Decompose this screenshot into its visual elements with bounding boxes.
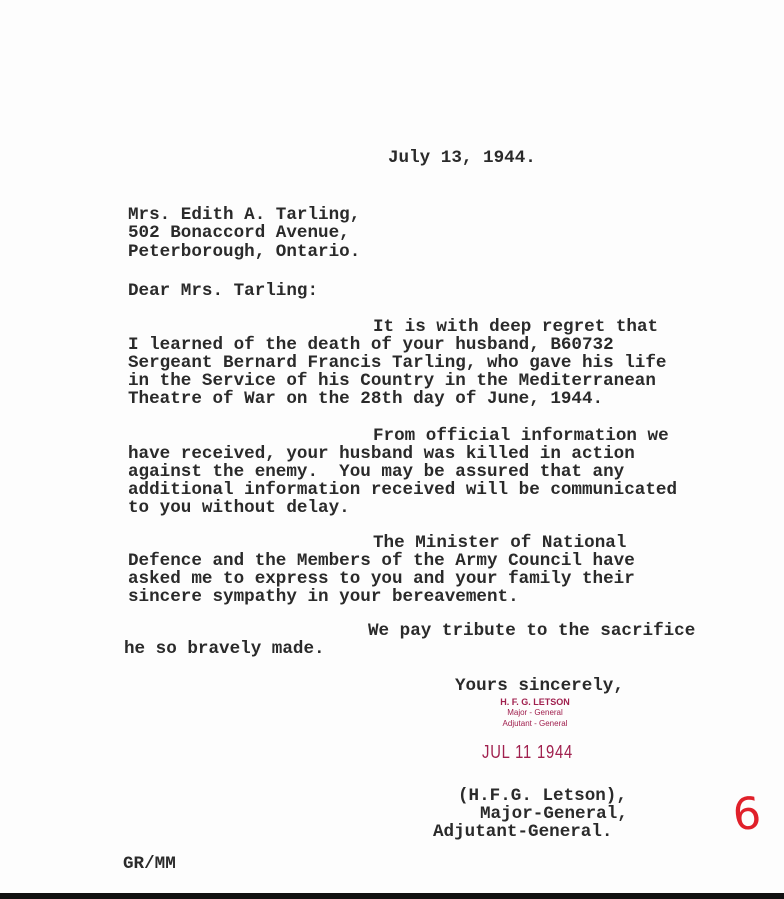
- signer-title: Adjutant-General.: [433, 822, 613, 842]
- text-line: Sergeant Bernard Francis Tarling, who gave his life: [128, 353, 667, 373]
- address-line: Mrs. Edith A. Tarling,: [128, 205, 361, 225]
- text-line: asked me to express to you and your family their: [128, 569, 635, 589]
- text-line: It is with deep regret that: [373, 317, 659, 337]
- signer-name: (H.F.G. Letson),: [458, 786, 627, 806]
- text-line: in the Service of his Country in the Mediterranean: [128, 371, 656, 391]
- letter-date: July 13, 1944.: [388, 148, 536, 168]
- text-line: The Minister of National: [373, 533, 627, 553]
- text-line: have received, your husband was killed in action: [128, 444, 635, 464]
- text-line: Defence and the Members of the Army Council have: [128, 551, 635, 571]
- text-line: Theatre of War on the 28th day of June, 1944.: [128, 389, 604, 409]
- address-line: Peterborough, Ontario.: [128, 242, 361, 262]
- handwritten-page-mark: 6: [730, 787, 764, 842]
- scan-edge: [0, 893, 784, 899]
- text-line: he so bravely made.: [124, 639, 325, 659]
- address-line: 502 Bonaccord Avenue,: [128, 223, 350, 243]
- text-line: We pay tribute to the sacrifice: [368, 621, 696, 641]
- text-line: From official information we: [373, 426, 669, 446]
- text-line: sincere sympathy in your bereavement.: [128, 587, 519, 607]
- salutation: Dear Mrs. Tarling:: [128, 281, 319, 301]
- text-line: I learned of the death of your husband, B60732: [128, 335, 614, 355]
- signer-rank: Major-General,: [480, 804, 628, 824]
- stamp-title: Adjutant - General: [502, 719, 568, 728]
- typist-initials: GR/MM: [123, 854, 176, 874]
- closing: Yours sincerely,: [455, 676, 624, 696]
- stamp-name: H. F. G. LETSON: [500, 697, 570, 707]
- date-stamp: JUL 11 1944: [482, 742, 574, 762]
- stamp-rank: Major - General: [507, 708, 563, 717]
- text-line: to you without delay.: [128, 498, 350, 518]
- text-line: against the enemy. You may be assured that any: [128, 462, 625, 482]
- text-line: additional information received will be communicated: [128, 480, 678, 500]
